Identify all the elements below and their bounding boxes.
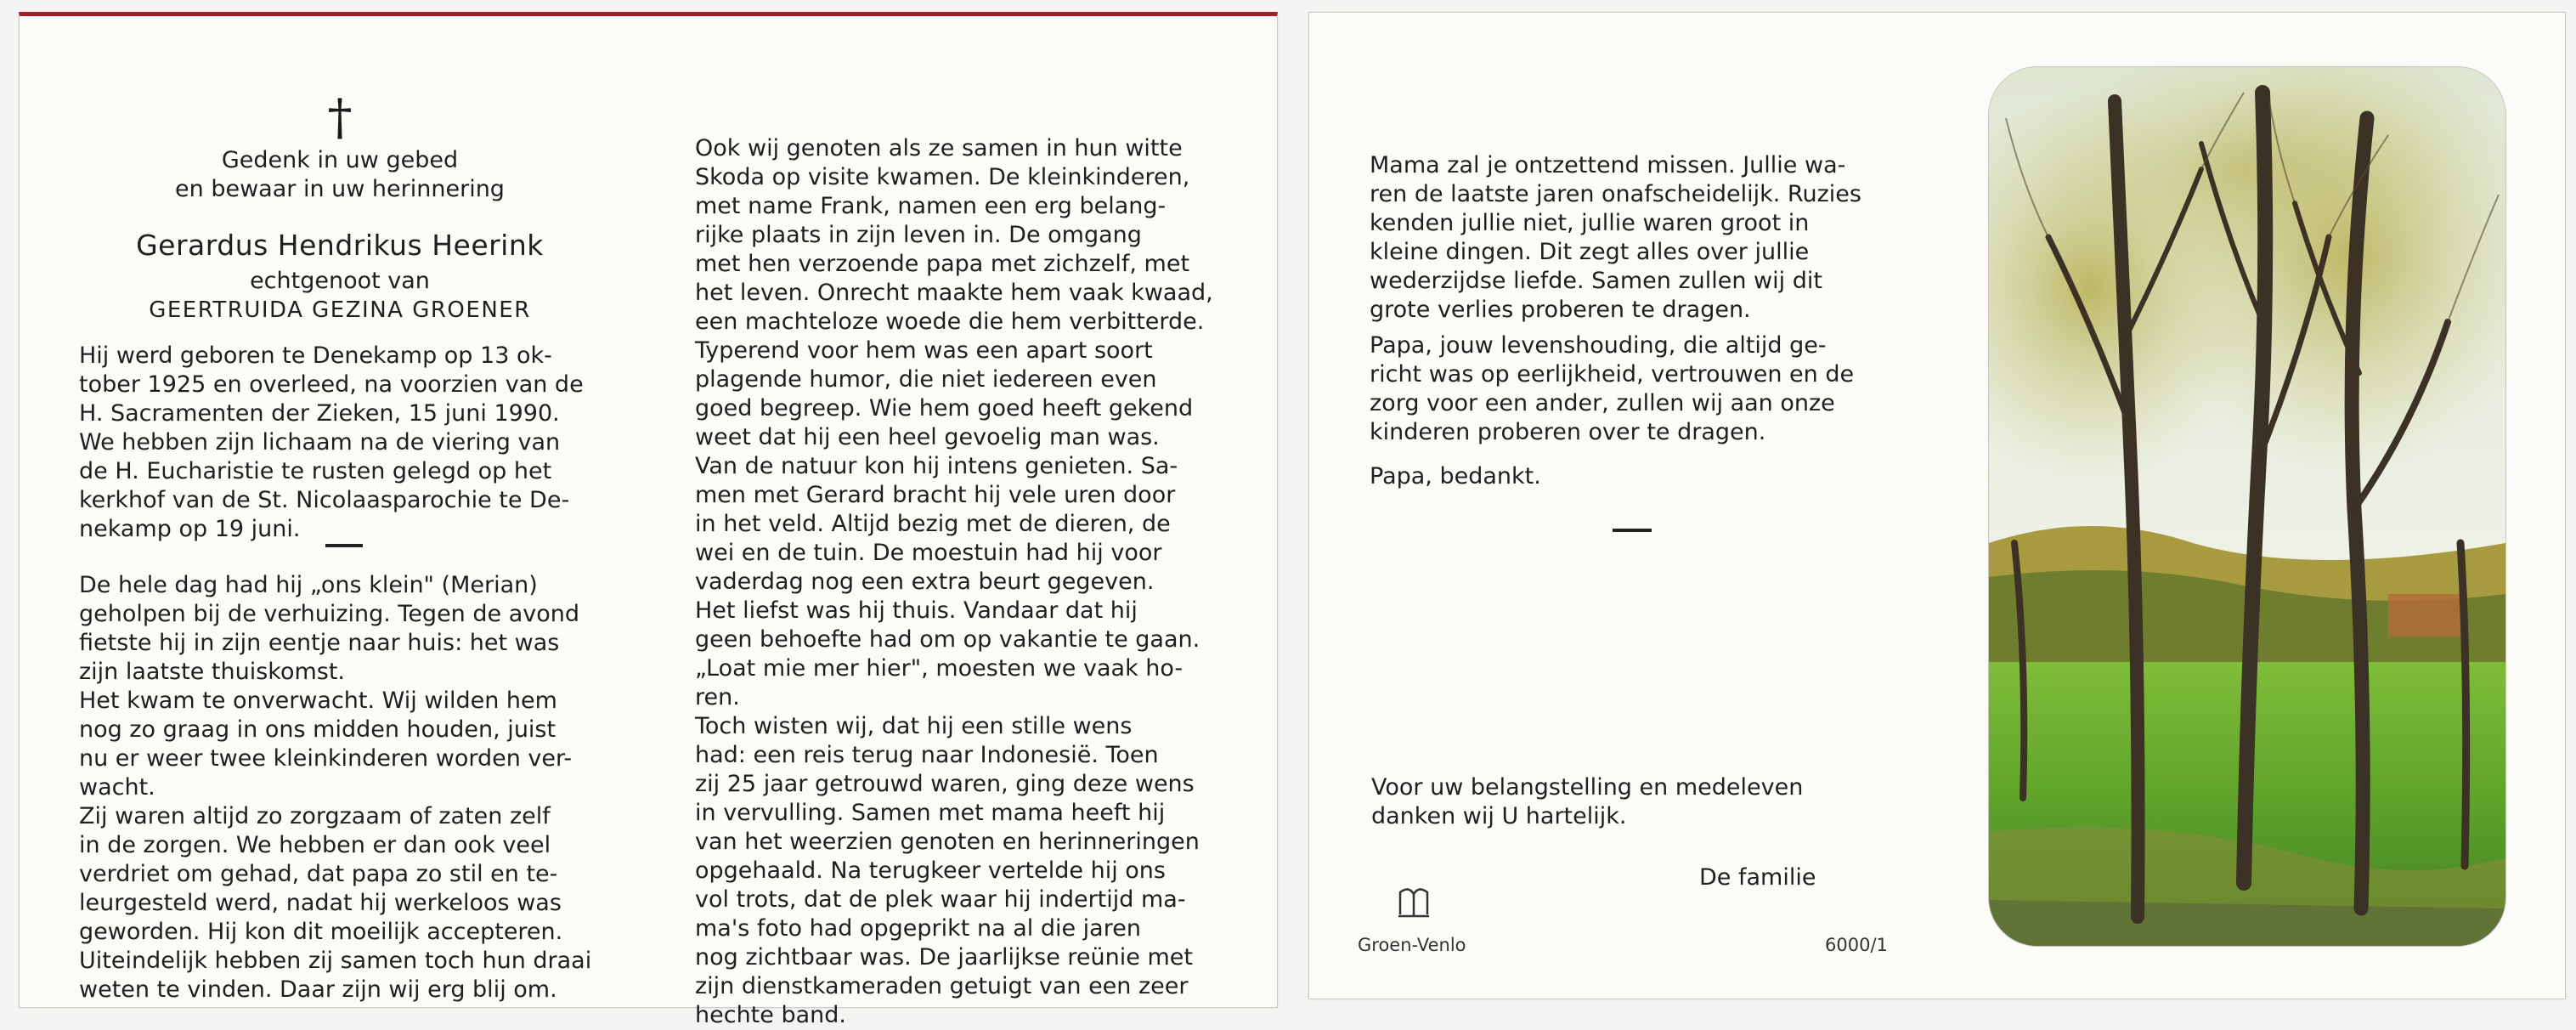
text-line: zij 25 jaar getrouwd waren, ging deze wens: [695, 771, 1195, 797]
text-line: kleine dingen. Dit zegt alles over jullie: [1370, 239, 1810, 265]
publisher-logo-icon: [1393, 880, 1434, 921]
text-line: een machteloze woede die hem verbitterde.: [695, 308, 1205, 335]
header-block: [127, 88, 552, 325]
biography-paragraph: [79, 342, 623, 544]
text-line: geworden. Hij kon dit moeilijk accepteren.: [79, 919, 563, 945]
text-line: met hen verzoende papa met zichzelf, met: [695, 251, 1190, 277]
text-line: ma's foto had opgeprikt na al die jaren: [695, 915, 1141, 942]
text-line: hechte band.: [695, 1002, 846, 1028]
deceased-name: Gerardus Hendrikus Heerink: [136, 229, 544, 262]
text-line: Het liefst was hij thuis. Vandaar dat hij: [695, 597, 1138, 624]
text-line: Mama zal je ontzettend missen. Jullie wa-: [1370, 152, 1846, 178]
thanks-block: [1371, 773, 1949, 831]
text-line: in de zorgen. We hebben er dan ook veel: [79, 832, 551, 858]
text-line: Uiteindelijk hebben zij samen toch hun draai: [79, 948, 592, 974]
text-line: geen behoefte had om op vakantie te gaan.: [695, 626, 1200, 653]
text-line: men met Gerard bracht hij vele uren door: [695, 482, 1176, 508]
text-line: leurgesteld werd, nadat hij werkeloos was: [79, 890, 562, 916]
text-line: weet dat hij een heel gevoelig man was.: [695, 424, 1160, 450]
text-line: verdriet om gehad, dat papa zo stil en te-: [79, 861, 558, 887]
spouse-label: echtgenoot van: [250, 268, 430, 294]
landscape-trees-photo: [1988, 66, 2506, 947]
text-line: zorg voor een ander, zullen wij aan onze: [1370, 390, 1835, 416]
catalog-number: 6000/1: [1825, 935, 1888, 955]
text-line: grote verlies proberen te dragen.: [1370, 297, 1751, 323]
text-line: Het kwam te onverwacht. Wij wilden hem: [79, 688, 557, 714]
text-line: zijn laatste thuiskomst.: [79, 659, 346, 685]
text-line: fietste hij in zijn eentje naar huis: het was: [79, 630, 560, 656]
text-line: Voor uw belangstelling en medeleven: [1371, 774, 1804, 801]
text-line: vol trots, dat de plek waar hij indertijd ma-: [695, 886, 1186, 913]
text-line: Ook wij genoten als ze samen in hun witte: [695, 135, 1183, 161]
text-line: Skoda op visite kwamen. De kleinkinderen,: [695, 164, 1190, 190]
papa-paragraph: [1370, 331, 1947, 447]
text-line: kinderen proberen over te dragen.: [1370, 419, 1766, 445]
text-line: van het weerzien genoten en herinneringen: [695, 829, 1200, 855]
text-line: ren.: [695, 684, 740, 710]
signature: De familie: [1699, 864, 1816, 891]
text-line: wei en de tuin. De moestuin had hij voor: [695, 540, 1162, 566]
text-line: Papa, jouw levenshouding, die altijd ge-: [1370, 332, 1827, 359]
memory-paragraph: [79, 571, 623, 1005]
text-line: zijn dienstkameraden getuigt van een zeer: [695, 973, 1189, 999]
text-line: weten te vinden. Daar zijn wij erg blij om.: [79, 976, 557, 1003]
text-line: nog zo graag in ons midden houden, juist: [79, 716, 556, 743]
text-line: kenden jullie niet, jullie waren groot in: [1370, 210, 1810, 236]
text-line: nu er weer twee kleinkinderen worden ver-: [79, 745, 573, 772]
text-line: rijke plaats in zijn leven in. De omgang: [695, 222, 1142, 248]
text-line: het leven. Onrecht maakte hem vaak kwaad,: [695, 280, 1213, 306]
text-line: plagende humor, die niet iedereen even: [695, 366, 1157, 393]
text-line: tober 1925 en overleed, na voorzien van de: [79, 371, 584, 398]
text-line: in het veld. Altijd bezig met de dieren, de: [695, 511, 1171, 537]
text-line: „Loat mie mer hier", moesten we vaak ho-: [695, 655, 1183, 682]
text-line: met name Frank, namen een erg belang-: [695, 193, 1167, 219]
text-line: Typerend voor hem was een apart soort: [695, 337, 1153, 364]
text-line: opgehaald. Na terugkeer vertelde hij ons: [695, 857, 1166, 884]
cross-icon: †: [327, 88, 353, 146]
farewell-line: Papa, bedankt.: [1370, 463, 1541, 490]
text-line: in vervulling. Samen met mama heeft hij: [695, 800, 1166, 826]
text-line: de H. Eucharistie te rusten gelegd op het: [79, 458, 552, 484]
text-line: Zij waren altijd zo zorgzaam of zaten zelf: [79, 803, 551, 829]
text-line: goed begreep. Wie hem goed heeft gekend: [695, 395, 1194, 422]
publisher-name: Groen-Venlo: [1358, 935, 1466, 955]
intro-line-2: en bewaar in uw herinnering: [175, 176, 505, 202]
text-line: wederzijdse liefde. Samen zullen wij dit: [1370, 268, 1822, 294]
text-line: Van de natuur kon hij intens genieten. Sa-: [695, 453, 1178, 479]
text-line: nog zichtbaar was. De jaarlijkse reünie met: [695, 944, 1193, 971]
text-line: kerkhof van de St. Nicolaasparochie te De-: [79, 487, 570, 513]
text-line: Toch wisten wij, dat hij een stille wens: [695, 713, 1133, 739]
mama-paragraph: [1370, 151, 1947, 325]
text-line: danken wij U hartelijk.: [1371, 803, 1627, 829]
text-line: vaderdag nog een extra beurt gegeven.: [695, 569, 1155, 595]
intro-line-1: Gedenk in uw gebed: [221, 147, 459, 173]
text-line: had: een reis terug naar Indonesië. Toen: [695, 742, 1159, 768]
text-line: ren de laatste jaren onafscheidelijk. Ruzies: [1370, 181, 1861, 207]
divider-dash-right: [1613, 529, 1652, 532]
second-column: [695, 134, 1239, 1030]
text-line: H. Sacramenten der Zieken, 15 juni 1990.: [79, 400, 560, 427]
text-line: geholpen bij de verhuizing. Tegen de avond: [79, 601, 580, 627]
text-line: De hele dag had hij „ons klein" (Merian): [79, 572, 538, 598]
text-line: We hebben zijn lichaam na de viering van: [79, 429, 561, 456]
text-line: wacht.: [79, 774, 155, 801]
text-line: nekamp op 19 juni.: [79, 516, 301, 542]
divider-dash: [325, 544, 363, 547]
text-line: Hij werd geboren te Denekamp op 13 ok-: [79, 342, 552, 369]
spouse-name: GEERTRUIDA GEZINA GROENER: [149, 297, 531, 323]
text-line: richt was op eerlijkheid, vertrouwen en de: [1370, 361, 1855, 388]
